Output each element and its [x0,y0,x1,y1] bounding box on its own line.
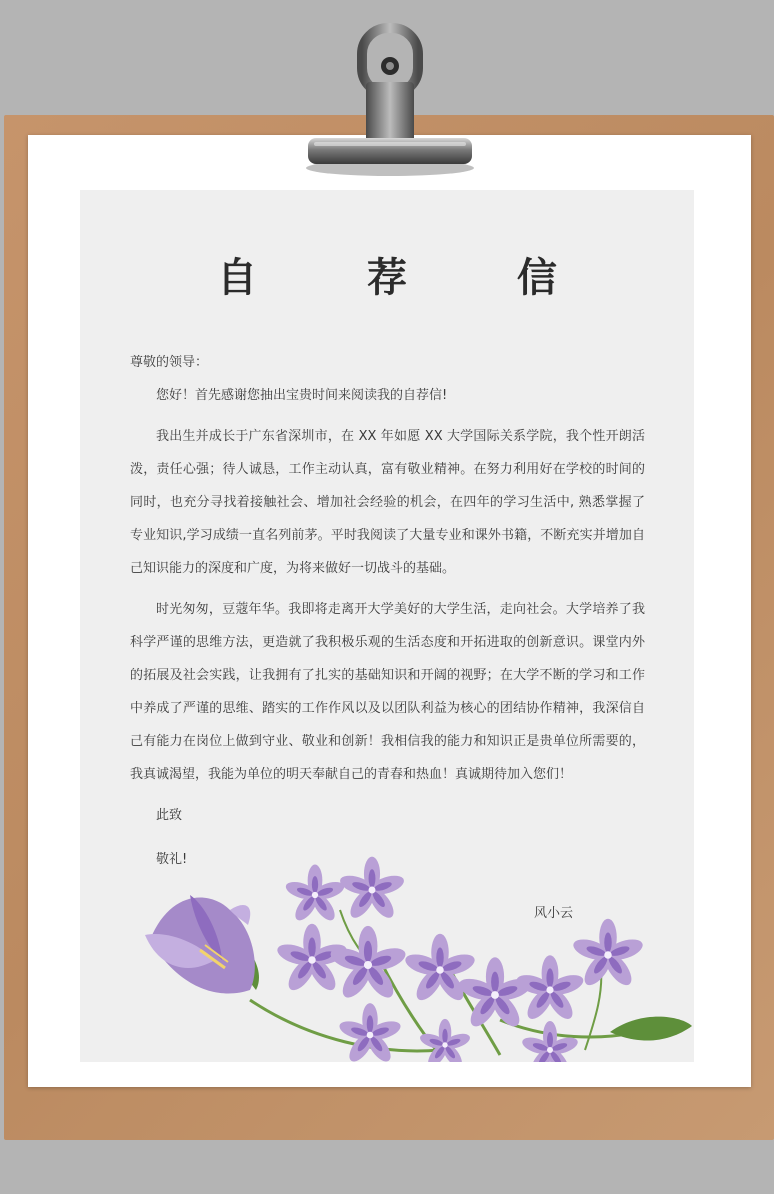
closing-jingli: 敬礼! [156,852,188,867]
paragraph-2: 时光匆匆，豆蔻年华。我即将走离开大学美好的大学生活，走向社会。大学培养了我科学严谨的思维方法，更造就了我积极乐观的生活态度和开拓进取的创新意识。课堂内外的拓展及社会实践，让我拥有了扎实的基础知识和开阔的视野；在大学不断的学习和工作中养成了严谨的思维、踏实的工作作风以及以团队利益为核心的团结协作精神，我深信自己有能力在岗位上做到守业、敬业和创新！我相信我的能力和知识正是贵单位所需要的，我真诚渴望，我能为单位的明天奉献自己的青春和热血！真诚期待加入您们！ [130,602,645,782]
letter-body [130,346,645,876]
paragraph-1: 我出生并成长于广东省深圳市，在 XX 年如愿 XX 大学国际关系学院，我个性开朗活泼，责任心强；待人诚恳，工作主动认真，富有敬业精神。在努力利用好在学校的时间的同时，也充分寻找着接触社会、增加社会经验的机会，在四年的学习生活中, 熟悉掌握了专业知识,学习成绩一直名列前茅。平时我阅读了大量专业和课外书籍，不断充实并增加自己知识能力的深度和广度，为将来做好一切战斗的基础。 [130,429,645,576]
letter-panel [80,190,694,1062]
closing-cizhi: 此致 [156,808,183,823]
page-title: 自 荐 信 [217,255,605,301]
flower-decoration-icon [80,850,694,1062]
salutation: 尊敬的领导： [130,355,209,370]
binder-clip-icon [300,20,480,180]
signature: 风小云 [534,906,574,921]
greeting: 您好！首先感谢您抽出宝贵时间来阅读我的自荐信! [156,388,448,403]
